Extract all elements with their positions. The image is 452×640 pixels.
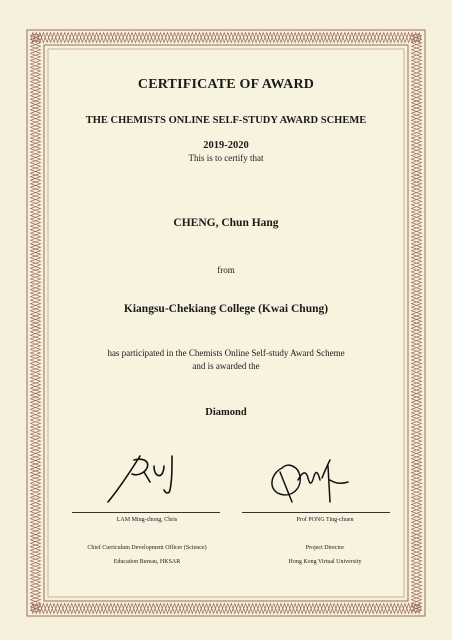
certificate-title: CERTIFICATE OF AWARD	[137, 77, 315, 92]
left-signature-image	[100, 450, 190, 510]
awarded-text: and is awarded the	[192, 361, 260, 371]
award-year: 2019-2020	[203, 140, 249, 151]
right-signatory-name: Prof PONG Ting-chuen	[296, 517, 354, 523]
right-signatory-role: Project Director	[305, 545, 345, 551]
from-text: from	[217, 265, 235, 275]
left-signature-line	[72, 512, 220, 513]
school-name: Kiangsu-Chekiang College (Kwai Chung)	[123, 303, 329, 315]
award-level: Diamond	[205, 407, 247, 418]
right-signature-image	[262, 450, 362, 510]
certify-text: This is to certify that	[188, 153, 264, 163]
right-signature-line	[242, 512, 390, 513]
left-signatory-role: Chief Curriculum Development Officer (Science)	[87, 545, 207, 551]
recipient-name: CHENG, Chun Hang	[173, 217, 279, 229]
left-signatory-organization: Education Bureau, HKSAR	[113, 559, 181, 565]
left-signatory-name: LAM Ming-chong, Chris	[116, 517, 178, 523]
participation-text: has participated in the Chemists Online Self-study Award Scheme	[107, 348, 345, 358]
scheme-name: THE CHEMISTS ONLINE SELF-STUDY AWARD SCHEME	[85, 115, 367, 126]
right-signatory-organization: Hong Kong Virtual University	[288, 559, 362, 565]
